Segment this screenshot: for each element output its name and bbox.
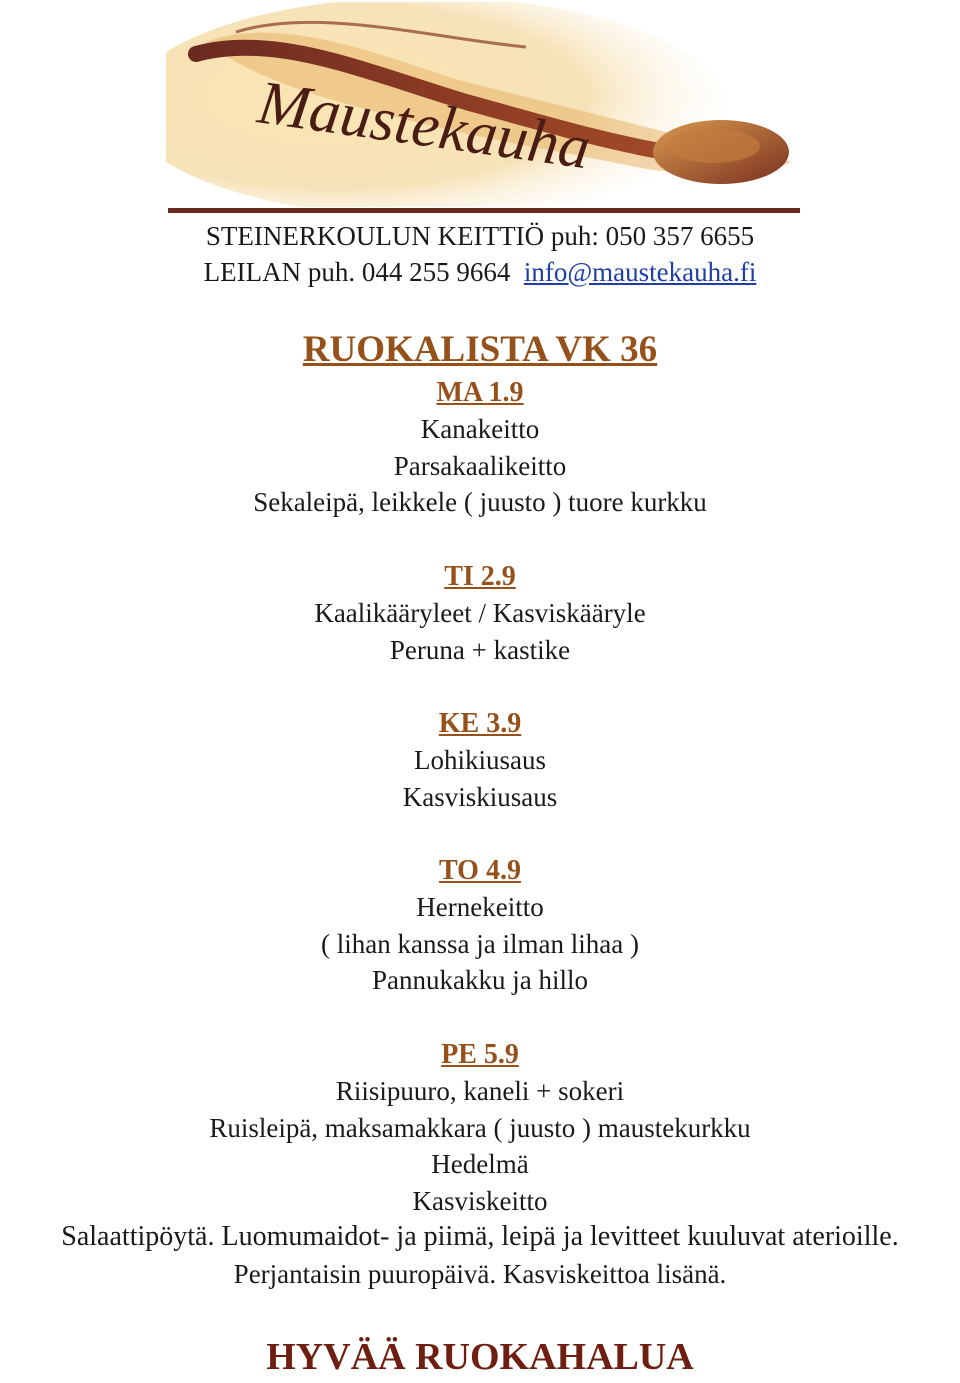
email-link[interactable]: info@maustekauha.fi: [523, 257, 757, 287]
day-heading-ti: TI 2.9: [444, 561, 516, 592]
leila-phone: LEILAN puh. 044 255 9664: [203, 257, 511, 287]
menu-item: Ruisleipä, maksamakkara ( juusto ) maustekurkku: [209, 1113, 751, 1143]
note-line-1: Salaattipöytä. Luomumaidot- ja piimä, leipä ja levitteet kuuluvat aterioille.: [61, 1221, 899, 1252]
menu-title: RUOKALISTA VK 36: [302, 329, 658, 370]
day-heading-ke: KE 3.9: [438, 708, 522, 739]
menu-item: Hernekeitto: [416, 892, 544, 922]
menu-item: ( lihan kanssa ja ilman lihaa ): [321, 929, 639, 959]
menu-item: Parsakaalikeitto: [393, 451, 567, 481]
header-divider: [168, 208, 800, 213]
day-heading-ma: MA 1.9: [436, 377, 524, 408]
menu-item: Peruna + kastike: [389, 635, 571, 665]
menu-item: Riisipuuro, kaneli + sokeri: [335, 1076, 625, 1106]
day-heading-pe: PE 5.9: [441, 1039, 519, 1070]
maustekauha-logo: [166, 2, 798, 207]
menu-item: Sekaleipä, leikkele ( juusto ) tuore kurkku: [253, 487, 707, 517]
menu-item: Kasviskeitto: [412, 1186, 548, 1216]
contact-line-2: [0, 255, 960, 289]
day-heading-to: TO 4.9: [439, 855, 521, 886]
svg-text:Maustekauha: Maustekauha: [254, 68, 595, 183]
menu-item: Hedelmä: [431, 1149, 529, 1179]
closing-message: HYVÄÄ RUOKAHALUA: [266, 1336, 694, 1378]
contact-line-1: STEINERKOULUN KEITTIÖ puh: 050 357 6655: [205, 221, 755, 251]
menu-item: Kaalikääryleet / Kasviskääryle: [314, 598, 646, 628]
menu-item: Kasviskiusaus: [402, 782, 558, 812]
menu-item: Kanakeitto: [420, 414, 540, 444]
note-line-2: Perjantaisin puuropäivä. Kasviskeittoa lisänä.: [233, 1259, 727, 1289]
menu-item: Pannukakku ja hillo: [372, 965, 588, 995]
logo-spoon-illustration: [166, 2, 798, 207]
menu-item: Lohikiusaus: [414, 745, 546, 775]
